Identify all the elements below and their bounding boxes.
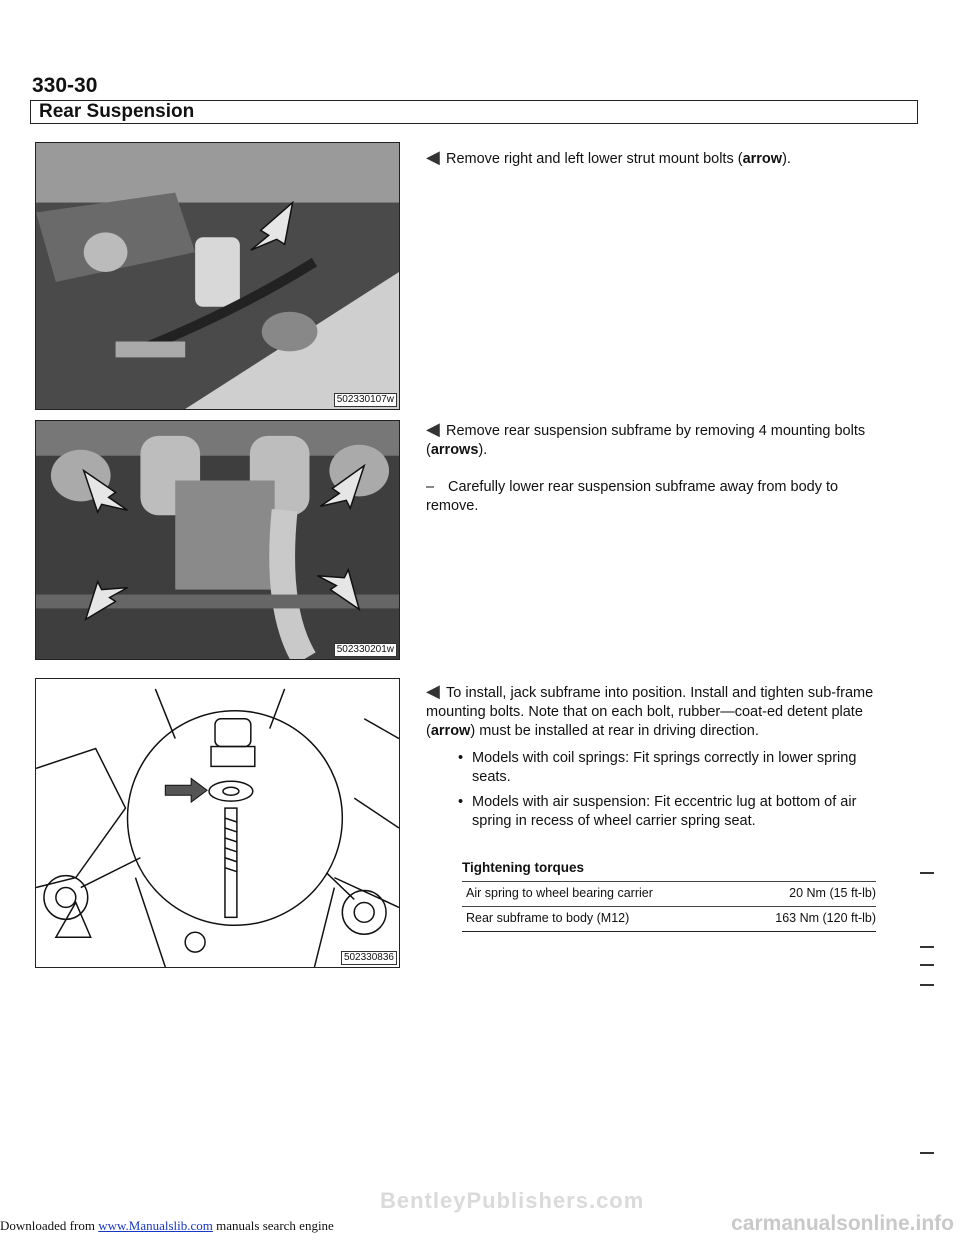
download-footer: Downloaded from www.Manualslib.com manuals search engine <box>0 1218 334 1233</box>
illustration-detent-plate <box>35 678 400 968</box>
illustration-image <box>36 679 399 967</box>
margin-tick <box>920 872 934 874</box>
page-number: 330-30 <box>32 74 98 97</box>
pointer-arrow-icon: ◀ <box>426 681 440 701</box>
pointer-arrow-icon: ◀ <box>426 147 440 167</box>
table-row: Rear subframe to body (M12) 163 Nm (120 ft-lb) <box>462 906 876 932</box>
photo-subframe-image <box>36 421 399 659</box>
instruction-step-1: ◀ Remove right and left lower strut mount bolts (arrow). <box>426 147 791 167</box>
margin-tick <box>920 984 934 986</box>
figure-label: 502330836 <box>341 951 397 965</box>
manualslib-link[interactable]: www.Manualslib.com <box>98 1218 213 1233</box>
dash-marker: – <box>426 479 435 495</box>
figure-label: 502330107w <box>334 393 397 407</box>
site-watermark: carmanualsonline.info <box>731 1212 954 1235</box>
figure-label: 502330201w <box>334 643 397 657</box>
torque-table <box>462 860 876 932</box>
torque-table-title: Tightening torques <box>462 860 584 875</box>
photo-strut-mount <box>35 142 400 410</box>
margin-tick <box>920 946 934 948</box>
margin-tick <box>920 1152 934 1154</box>
list-item: • Models with coil springs: Fit springs correctly in lower spring seats. <box>426 749 886 787</box>
margin-tick <box>920 964 934 966</box>
photo-subframe-bolts <box>35 420 400 660</box>
instruction-step-3: – Carefully lower rear suspension subframe away from body to remove. <box>426 479 839 514</box>
bullet-list <box>426 749 886 831</box>
list-item: • Models with air suspension: Fit eccentric lug at bottom of air spring in recess of wheel carrier spring seat. <box>426 793 886 831</box>
photo-strut-mount-image <box>36 143 399 409</box>
instruction-step-4: ◀ To install, jack subframe into position. Install and tighten sub-frame mounting bolts. Note that on each bolt, rubber—coat-ed detent plate (arrow) must be installed at rear in driving direction. • Models with coil springs: Fit springs correctly in lower spring seats. • Models with air suspension: Fit eccentric lug at bottom of air spring in recess of wheel carrier spring seat. <box>426 682 886 837</box>
section-title: Rear Suspension <box>30 100 918 124</box>
instruction-step-2: ◀ Remove rear suspension subframe by removing 4 mounting bolts (arrows). <box>426 419 866 458</box>
table-row: Air spring to wheel bearing carrier 20 Nm (15 ft-lb) <box>462 881 876 906</box>
pointer-arrow-icon: ◀ <box>426 419 440 439</box>
publisher-watermark: BentleyPublishers.com <box>380 1188 645 1213</box>
